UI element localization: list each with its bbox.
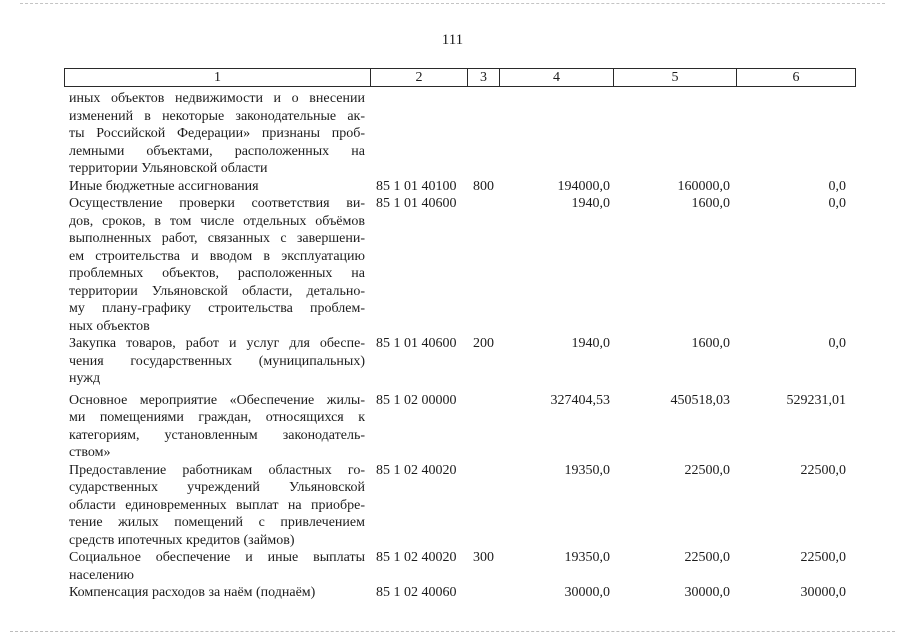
table-row [0, 549, 905, 584]
description-line: территории Ульяновской области [69, 161, 268, 176]
amount-col-5: 1600,0 [691, 336, 730, 351]
table-row [0, 195, 905, 335]
header-col-5: 5 [614, 69, 737, 86]
row-description [69, 178, 365, 196]
table-row [0, 335, 905, 388]
description-line: проблемных объектов, расположенных на [69, 266, 365, 281]
amount-col-6: 30000,0 [800, 585, 846, 600]
description-line: иных объектов недвижимости и о внесении [69, 91, 365, 106]
row-description [69, 335, 365, 388]
table-row [0, 178, 905, 196]
description-line: сударственных учреждений Ульяновской [69, 480, 365, 495]
description-line: лемными объектами, расположенных на [69, 143, 365, 159]
description-line: дов, сроков, в том числе отдельных объёмов [69, 213, 365, 229]
table-row [0, 584, 905, 602]
description-line: средств ипотечных кредитов (займов) [69, 532, 295, 548]
description-line: тение жилых помещений с привлечением [69, 515, 365, 530]
budget-code: 85 1 02 40020 [376, 550, 457, 565]
amount-col-6: 0,0 [828, 336, 846, 351]
row-description [69, 584, 365, 602]
expense-type: 200 [473, 336, 494, 351]
table-row [0, 90, 905, 178]
amount-col-6: 529231,01 [786, 392, 846, 408]
amount-col-4: 1940,0 [571, 196, 610, 211]
description-line: категориям, установленным законодатель- [69, 427, 365, 443]
description-line: Основное мероприятие «Обеспечение жилы- [69, 392, 365, 408]
description-line: ми помещениями граждан, относящихся к [69, 410, 365, 425]
budget-table-body [0, 90, 905, 602]
description-line: Предоставление работникам областных го- [69, 462, 365, 478]
amount-col-6: 22500,0 [800, 550, 846, 565]
description-line: Социальное обеспечение и иные выплаты [69, 550, 365, 565]
amount-col-4: 1940,0 [571, 336, 610, 351]
description-line: выполненных работ, связанных с завершени- [69, 231, 365, 246]
budget-code: 85 1 02 40060 [376, 585, 457, 600]
budget-code: 85 1 01 40600 [376, 336, 457, 351]
header-col-1: 1 [65, 69, 371, 86]
amount-col-6: 22500,0 [800, 462, 846, 478]
description-line: чения государственных (муниципальных) [69, 353, 365, 369]
description-line: Осуществление проверки соответствия ви- [69, 196, 365, 211]
amount-col-5: 1600,0 [691, 196, 730, 211]
table-row [0, 462, 905, 550]
amount-col-5: 30000,0 [684, 585, 730, 600]
row-description [69, 392, 365, 462]
table-header-row [64, 68, 856, 87]
amount-col-4: 19350,0 [564, 462, 610, 478]
amount-col-4: 19350,0 [564, 550, 610, 565]
amount-col-5: 450518,03 [670, 392, 730, 408]
description-line: области единовременных выплат на приобре- [69, 497, 365, 513]
amount-col-4: 30000,0 [564, 585, 610, 600]
amount-col-5: 22500,0 [684, 462, 730, 478]
description-line: ем строительства и вводом в эксплуатацию [69, 248, 365, 264]
description-line: нужд [69, 371, 101, 386]
description-line: му плану-графику строительства проблем- [69, 301, 365, 316]
description-line: территории Ульяновской области, детально- [69, 283, 365, 299]
description-line: ством» [69, 445, 111, 460]
row-description [69, 90, 365, 178]
row-description [69, 462, 365, 550]
description-line: Компенсация расходов за наём (поднаём) [69, 585, 316, 600]
amount-col-6: 0,0 [828, 196, 846, 211]
description-line: ных объектов [69, 318, 150, 334]
expense-type: 800 [473, 178, 494, 194]
header-col-2: 2 [371, 69, 468, 86]
budget-code: 85 1 01 40100 [376, 178, 457, 194]
amount-col-6: 0,0 [828, 178, 846, 194]
amount-col-5: 22500,0 [684, 550, 730, 565]
header-col-6: 6 [792, 70, 800, 85]
amount-col-4: 194000,0 [557, 178, 610, 194]
description-line: изменений в некоторые законодательные ак- [69, 108, 365, 124]
description-line: населению [69, 567, 134, 583]
row-description [69, 195, 365, 335]
scan-top-edge [20, 3, 885, 4]
amount-col-4: 327404,53 [550, 392, 610, 408]
page-number: 111 [441, 32, 464, 48]
budget-code: 85 1 02 40020 [376, 462, 457, 478]
scan-bottom-edge [10, 631, 895, 632]
row-description [69, 549, 365, 584]
table-row [0, 392, 905, 462]
description-line: Иные бюджетные ассигнования [69, 178, 259, 194]
header-col-4: 4 [500, 69, 614, 86]
description-line: ты Российской Федерации» признаны проб- [69, 126, 365, 141]
expense-type: 300 [473, 550, 494, 565]
budget-code: 85 1 02 00000 [376, 392, 457, 408]
header-col-3: 3 [468, 69, 500, 86]
budget-code: 85 1 01 40600 [376, 196, 457, 211]
amount-col-5: 160000,0 [677, 178, 730, 194]
description-line: Закупка товаров, работ и услуг для обеспе- [69, 336, 365, 351]
